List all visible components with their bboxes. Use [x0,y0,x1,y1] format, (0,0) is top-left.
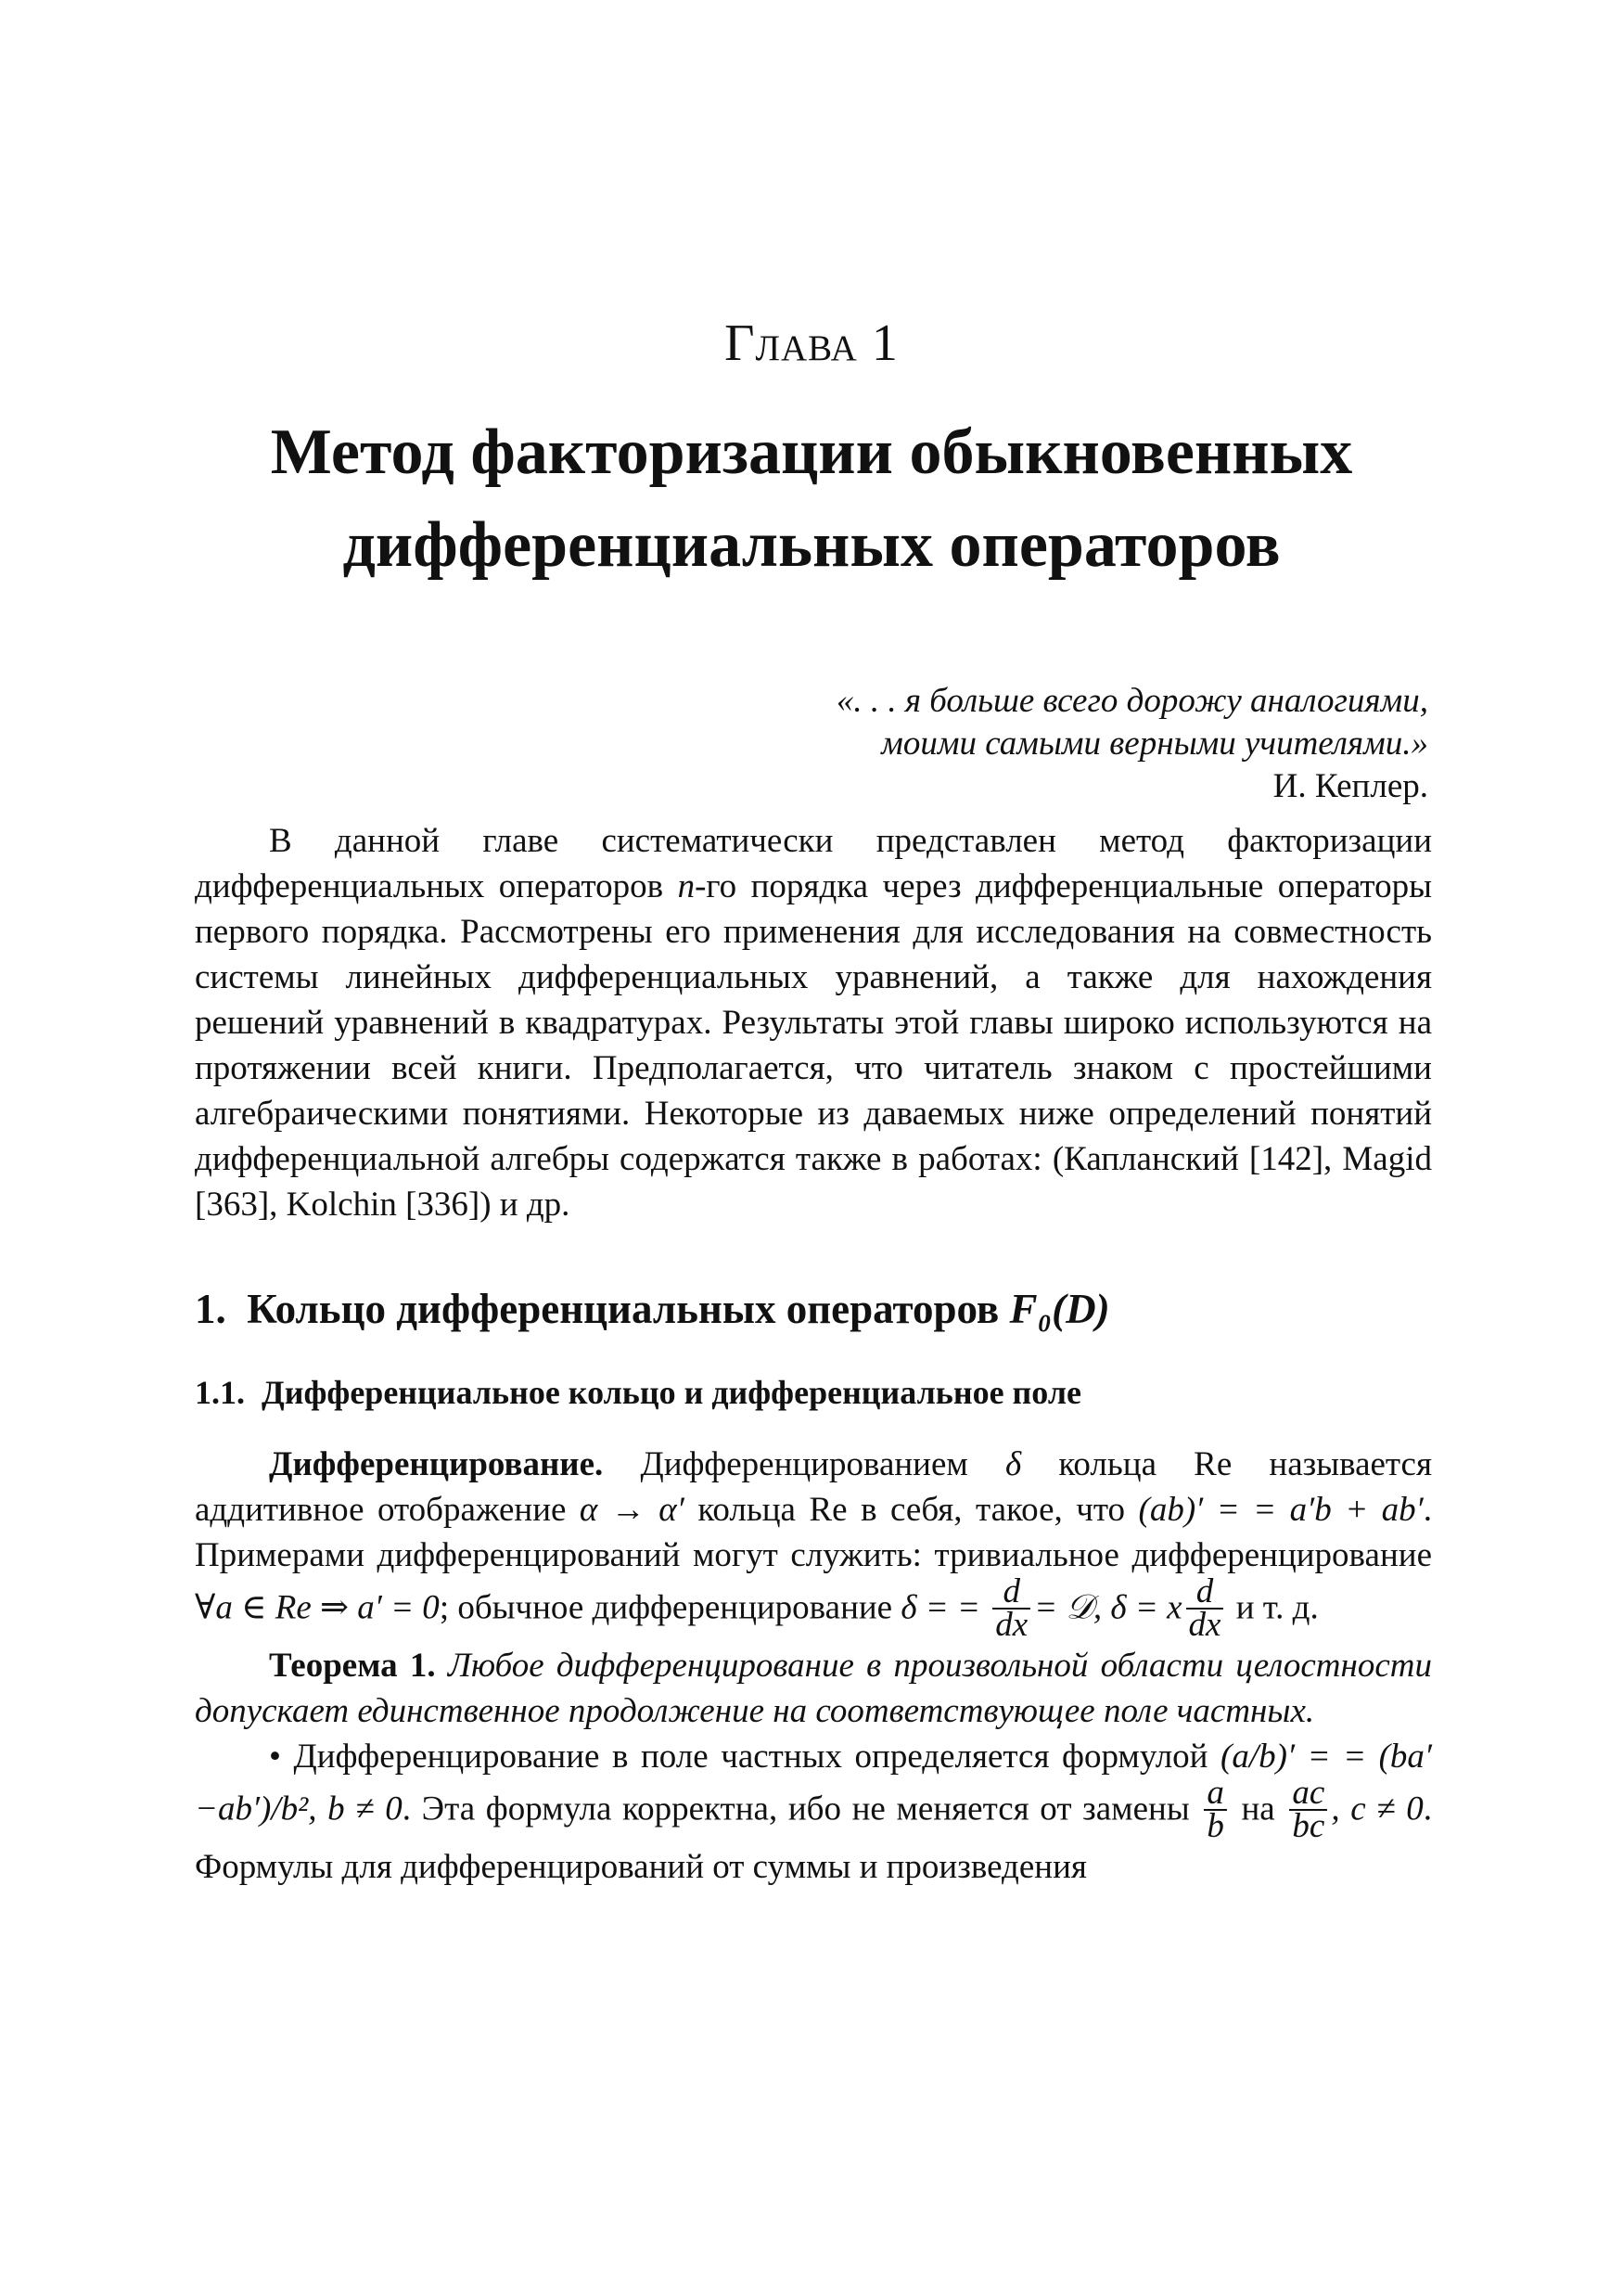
intro-text-1: В данной главе систематически представлен метод факторизации дифференциальных операторов [195,822,1432,905]
leibniz-rule: (ab)′ = = a′b + ab′ [1138,1491,1424,1529]
chapter-title-line-2: дифференциальных операторов [342,509,1281,581]
chapter-title-line-1: Метод факторизации обыкновенных [270,417,1353,488]
fraction-d-dx: $\frac{d}{dx}$ [992,1576,1030,1641]
section-heading [195,1285,1432,1333]
paragraph-quotient-field: • Дифференцирование в поле частных определяется формулой (a/b)′ = = (ba′−ab′)/b², b ≠ 0. Эта формула корректна, ибо не меняется от замены $\frac{a}{b}$ на $\frac{ac}{bc}$ , c ≠ 0. Формулы для дифференцирований от суммы и произведения [195,1738,1433,1886]
trivial-formula: ∀a ∈ Re ⇒ a′ = 0 [195,1588,440,1627]
section-title: Кольцо дифференциальных операторов [247,1286,1010,1332]
subsection-title: Дифференциальное кольцо и дифференциальное поле [262,1374,1082,1411]
chapter-label: Глава 1 [724,314,899,372]
bullet: • [269,1738,281,1776]
subsection-number: 1.1. [195,1374,245,1411]
fraction-ac-bc: $\frac{ac}{bc}$ [1289,1777,1327,1842]
intro-paragraph [195,818,1432,1227]
epigraph-author: И. Кеплер. [1272,767,1428,805]
section-math: F₀(D) [1009,1286,1110,1332]
epigraph-line-2: моими самыми верными учителями.» [881,725,1428,763]
theorem-1 [195,1643,1432,1734]
fraction-d-dx-2: $\frac{d}{dx}$ [1186,1576,1224,1641]
section-number: 1. [195,1286,226,1332]
theorem-label: Теорема 1. [269,1647,436,1685]
intro-n-var: n [677,867,696,905]
map-formula: α → α′ [579,1491,684,1529]
nonzero-condition: , c ≠ 0 [1331,1789,1424,1828]
quotient-formula: (a/b)′ = = (ba′−ab′)/b², b ≠ 0 [195,1738,1432,1828]
paragraph-differentiation: Дифференцирование. Дифференцированием δ кольца Re называется аддитивное отображение α → α′ кольца Re в себя, такое, что (ab)′ = = a′b + ab′. Примерами дифференцирований могут служить: тривиальное дифференцирование ∀a ∈ Re ⇒ a′ = 0; обычное дифференцирование δ = = $\frac{d}{dx}$ = 𝒟, δ = x $\frac{d}{dx}$ и т. д. [195,1445,1432,1644]
body-text [195,1442,1432,1890]
term-differentiation: Дифференцирование. [269,1445,604,1483]
fraction-a-b: $\frac{a}{b}$ [1204,1777,1227,1842]
epigraph-line-1: «. . . я больше всего дорожу аналогиями, [836,682,1428,720]
theorem-text: Любое дифференцирование в произвольной области целостности допускает единственное продолжение на соответствующее поле частных. [195,1647,1432,1730]
intro-text-2: -го порядка через дифференциальные операторы первого порядка. Рассмотрены его применения для исследования на совместность системы линейных дифференциальных уравнений, а также для нахождения решений уравнений в квадратурах. Результаты этой главы широко используются на протяжении всей книги. Предполагается, что читатель знаком с простейшими алгебраическими понятиями. Некоторые из даваемых ниже определений понятий дифференциальной алгебры содержатся также в работах: (Капланский [142], Magid [363], Kolchin [336]) и др. [195,867,1432,1224]
chapter-title [0,406,1623,592]
epigraph [594,680,1428,808]
ring-re: Re [1194,1445,1233,1483]
d-operator-formula: = 𝒟, δ = x [1034,1588,1182,1627]
subsection-heading [195,1373,1432,1412]
